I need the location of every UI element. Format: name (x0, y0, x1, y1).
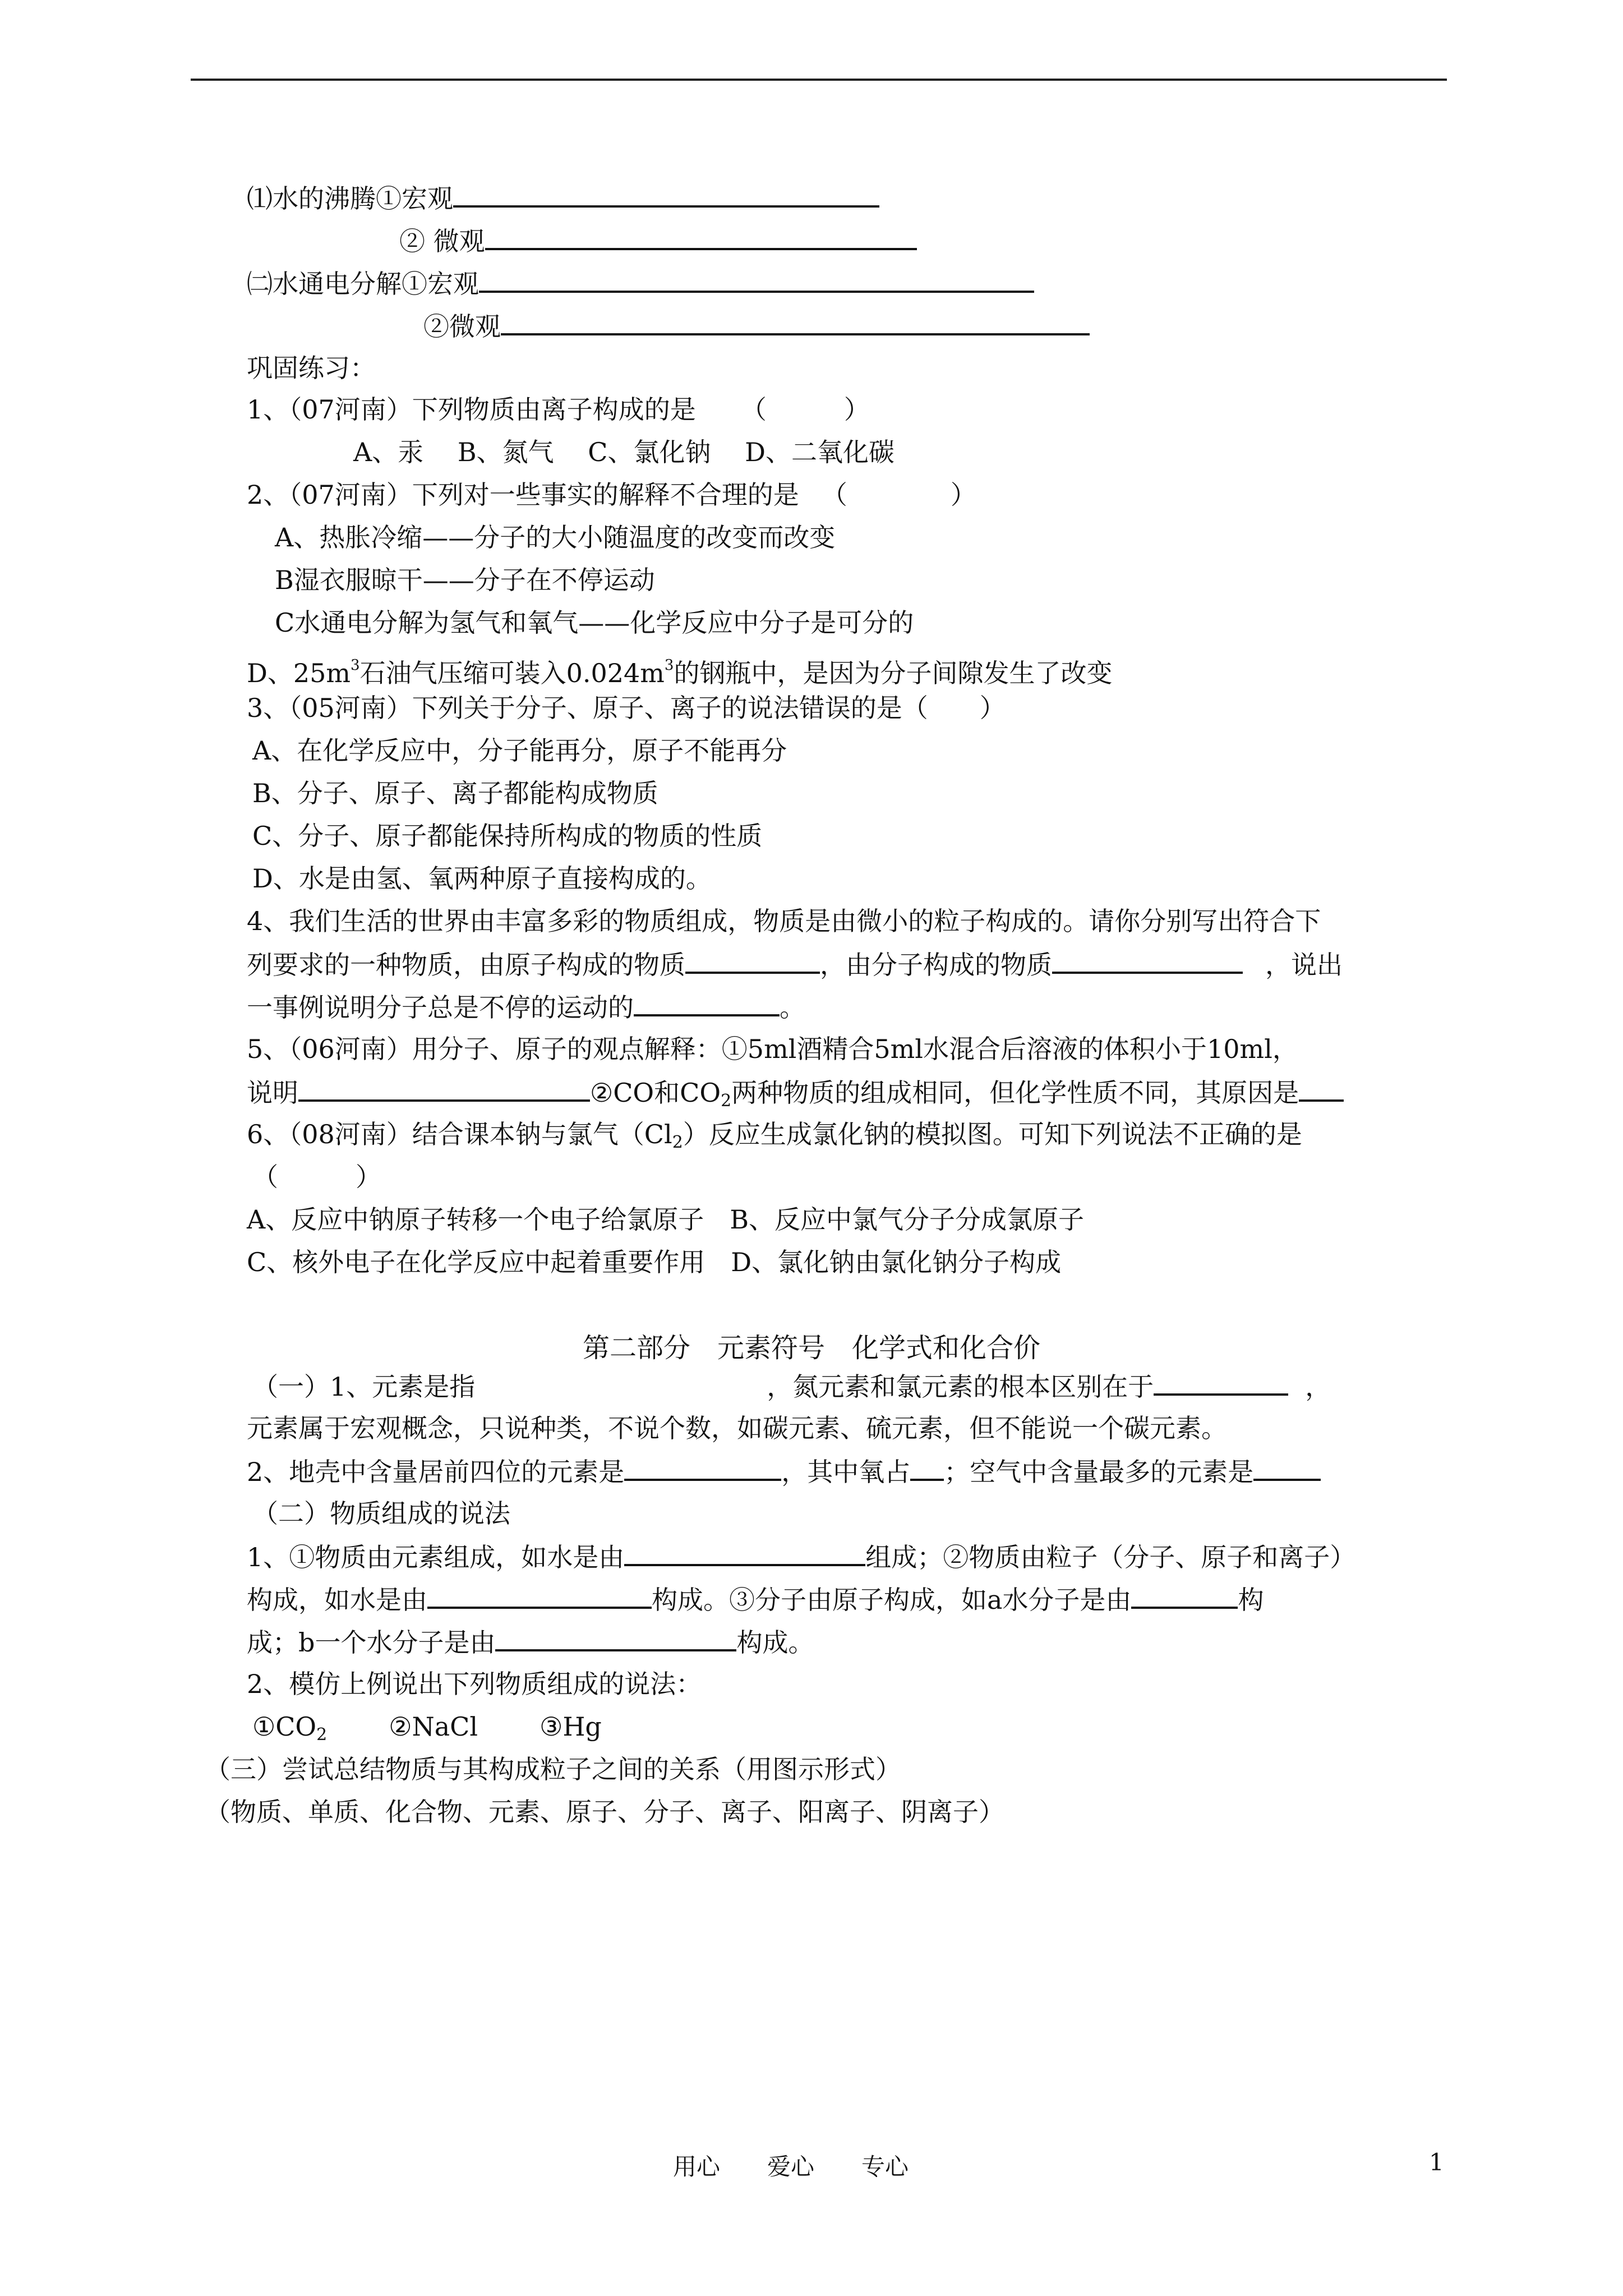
text: ㈡水通电分解①宏观 (247, 269, 479, 299)
text: ③Hg (540, 1711, 602, 1742)
text: ，氮元素和氯元素的根本区别在于 (767, 1372, 1154, 1402)
q6-options-cd: C、核外电子在化学反应中起着重要作用 D、氯化钠由氯化钠分子构成 (247, 1247, 1062, 1277)
part2-line1 (252, 1369, 1331, 1404)
q6-bracket[interactable]: （ ） (252, 1162, 381, 1192)
text: 2、（07河南）下列对一些事实的解释不合理的是 (247, 480, 799, 510)
answer-blank[interactable] (1052, 947, 1243, 974)
text: 一事例说明分子总是不停的运动的 (247, 992, 634, 1023)
answer-bracket[interactable]: （ ） (821, 480, 976, 510)
q3-option-a: A、在化学反应中，分子能再分，原子不能再分 (252, 735, 787, 766)
part2-line7 (247, 1625, 814, 1659)
text: 成；b一个水分子是由 (247, 1627, 496, 1658)
text: ② 微观 (399, 226, 485, 256)
text: 两种物质的组成相同，但化学性质不同，其原因是 (731, 1078, 1299, 1108)
q6-line1 (247, 1117, 1302, 1159)
text: ②NaCl (389, 1711, 478, 1742)
part2-line5 (247, 1539, 1355, 1574)
answer-blank[interactable] (427, 1582, 652, 1609)
superscript: 3 (664, 657, 674, 674)
q3-option-c: C、分子、原子都能保持所构成的物质的性质 (252, 821, 763, 851)
q1-stem (247, 393, 870, 426)
q2-stem (247, 478, 976, 512)
text: 列要求的一种物质，由原子构成的物质 (247, 950, 685, 980)
page-number: 1 (1429, 2148, 1444, 2176)
text: ②CO和CO (590, 1078, 721, 1108)
text: 构成，如水是由 (247, 1585, 427, 1615)
answer-bracket[interactable]: （ ） (740, 394, 870, 425)
answer-blank[interactable] (910, 1454, 944, 1481)
answer-blank[interactable] (1253, 1454, 1321, 1481)
part2-line11: （物质、单质、化合物、元素、原子、分子、离子、阳离子、阴离子） (205, 1797, 1004, 1827)
text: 构成。③分子由原子构成，如a水分子是由 (652, 1585, 1132, 1615)
footer-motto: 用心 爱心 专心 (673, 2153, 909, 2180)
text: 的钢瓶中，是因为分子间隙发生了改变 (674, 658, 1113, 688)
q1-options: A、汞 B、氮气 C、氯化钠 D、二氧化碳 (353, 437, 895, 467)
answer-blank[interactable] (1131, 1582, 1238, 1609)
text: 2、地壳中含量居前四位的元素是 (247, 1457, 625, 1487)
text: 说明 (247, 1078, 298, 1108)
part2-heading: 第二部分 元素符号 化学式和化合价 (582, 1332, 1040, 1364)
part2-line10: （三）尝试总结物质与其构成粒子之间的关系（用图示形式） (205, 1754, 901, 1784)
header-rule (191, 79, 1447, 81)
water-boiling-macro (247, 181, 879, 215)
text: ②微观 (423, 311, 501, 342)
q5-line2 (247, 1075, 1344, 1118)
part2-line6 (247, 1582, 1264, 1617)
text: ；空气中含量最多的元素是 (944, 1457, 1254, 1487)
text: ）反应生成氯化钠的模拟图。可知下列说法不正确的是 (683, 1119, 1302, 1149)
part2-line9 (252, 1710, 602, 1752)
q6-options-ab: A、反应中钠原子转移一个电子给氯原子 B、反应中氯气分子分成氯原子 (247, 1204, 1085, 1235)
q4-line3 (247, 990, 805, 1024)
text: ①CO (252, 1711, 317, 1742)
water-boiling-micro (399, 223, 917, 258)
q3-stem: 3、（05河南）下列关于分子、原子、离子的说法错误的是（ ） (247, 693, 1006, 723)
text: 构成。 (736, 1627, 814, 1658)
text: ， (1305, 1372, 1331, 1402)
superscript: 3 (351, 657, 360, 674)
subscript: 2 (316, 1725, 328, 1745)
text: D、25m (247, 658, 351, 688)
electrolysis-micro (423, 309, 1090, 343)
q4-line1: 4、我们生活的世界由丰富多彩的物质组成，物质是由微小的粒子构成的。请你分别写出符合下 (247, 906, 1321, 936)
answer-blank[interactable] (501, 309, 1090, 335)
text: 1、①物质由元素组成，如水是由 (247, 1542, 625, 1572)
answer-blank[interactable] (479, 266, 1034, 293)
answer-blank[interactable] (1299, 1075, 1344, 1102)
answer-blank[interactable] (1154, 1369, 1288, 1396)
subscript: 2 (672, 1133, 683, 1152)
text: 6、（08河南）结合课本钠与氯气（Cl (247, 1119, 672, 1149)
subscript: 2 (721, 1091, 732, 1111)
q2-option-c: C水通电分解为氢气和氧气——化学反应中分子是可分的 (275, 608, 914, 638)
answer-blank[interactable] (453, 181, 879, 208)
practice-title: 巩固练习： (247, 353, 376, 383)
answer-blank[interactable] (624, 1539, 865, 1566)
answer-blank[interactable] (685, 947, 820, 974)
text: ⑴水的沸腾①宏观 (247, 183, 453, 214)
part2-line3 (247, 1454, 1321, 1489)
q4-line2 (247, 947, 1343, 982)
text: 。 (780, 992, 805, 1023)
part2-line8: 2、模仿上例说出下列物质组成的说法： (247, 1669, 702, 1699)
q3-option-b: B、分子、原子、离子都能构成物质 (252, 778, 658, 808)
text: ，说出 (1265, 950, 1343, 980)
q2-option-b: B湿衣服晾干——分子在不停运动 (275, 565, 655, 595)
q2-option-a: A、热胀冷缩——分子的大小随温度的改变而改变 (275, 522, 836, 553)
answer-blank[interactable] (624, 1454, 781, 1481)
part2-line2: 元素属于宏观概念，只说种类，不说个数，如碳元素、硫元素，但不能说一个碳元素。 (247, 1413, 1227, 1443)
text: 1、（07河南）下列物质由离子构成的是 (247, 394, 696, 425)
text: ，由分子构成的物质 (820, 950, 1052, 980)
answer-blank[interactable] (634, 990, 780, 1016)
text: 构 (1238, 1585, 1264, 1615)
text: 石油气压缩可装入0.024m (359, 658, 665, 688)
answer-blank[interactable] (298, 1075, 590, 1102)
text: ，其中氧占 (781, 1457, 911, 1487)
electrolysis-macro (247, 266, 1034, 301)
text: 组成；②物质由粒子（分子、原子和离子） (865, 1542, 1356, 1572)
text: （一）1、元素是指 (252, 1372, 476, 1402)
q3-option-d: D、水是由氢、氧两种原子直接构成的。 (252, 863, 712, 894)
part2-line4: （二）物质组成的说法 (252, 1498, 510, 1529)
answer-blank[interactable] (495, 1625, 736, 1651)
answer-blank[interactable] (485, 223, 917, 250)
q2-option-d (247, 648, 1112, 690)
q5-line1: 5、（06河南）用分子、原子的观点解释：①5ml酒精合5ml水混合后溶液的体积小于10ml， (247, 1034, 1298, 1064)
